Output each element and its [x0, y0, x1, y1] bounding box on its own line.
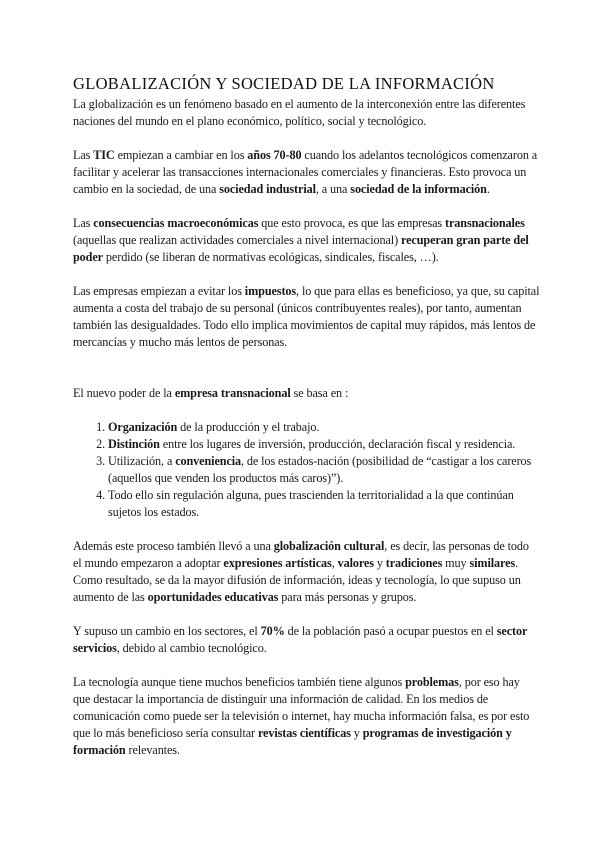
- paragraph-poder: El nuevo poder de la empresa transnacional se basa en :: [73, 386, 349, 400]
- paragraph-tecnologia: La tecnología aunque tiene muchos beneficios también tiene algunos problemas, por eso hay que destacar la importancia de distinguir una información de calidad. En los medios de comunicación como puede ser la televisión o internet, hay mucha información falsa, es por esto que lo más beneficioso sería consultar revistas científicas y programas de investigación y formación relevantes.: [73, 675, 530, 757]
- list-item: 2. Distinción entre los lugares de inversión, producción, declaración fiscal y residencia.: [108, 436, 540, 453]
- paragraph-cultural: Además este proceso también llevó a una globalización cultural, es decir, las personas de todo el mundo empezaron a adoptar expresiones artísticas, valores y tradiciones muy similares. Como resultado, se da la mayor difusión de información, ideas y tecnología, lo que supuso un aumento de las oportunidades educativas para más personas y grupos.: [73, 539, 529, 604]
- document-title: GLOBALIZACIÓN Y SOCIEDAD DE LA INFORMACIÓN: [73, 74, 495, 93]
- paragraph-consecuencias: Las consecuencias macroeconómicas que esto provoca, es que las empresas transnacionales (aquellas que realizan actividades comerciales a nivel internacional) recuperan gran parte del poder perdido (se liberan de normativas ecológicas, sindicales, fiscales, …).: [73, 216, 529, 264]
- list-item: 3. Utilización, a conveniencia, de los estados-nación (posibilidad de “castigar a los careros (aquellos que venden los productos más caros)”).: [108, 453, 540, 487]
- paragraph-sectores: Y supuso un cambio en los sectores, el 70% de la población pasó a ocupar puestos en el sector servicios, debido al cambio tecnológico.: [73, 624, 528, 655]
- list-item: 4. Todo ello sin regulación alguna, pues trascienden la territorialidad a la que continúan sujetos los estados.: [108, 487, 540, 521]
- paragraph-intro: La globalización es un fenómeno basado en el aumento de la interconexión entre las diferentes naciones del mundo en el plano económico, político, social y tecnológico.: [73, 97, 526, 128]
- list-item: 1. Organización de la producción y el trabajo.: [108, 419, 540, 436]
- paragraph-tic: Las TIC empiezan a cambiar en los años 70-80 cuando los adelantos tecnológicos comenzaron a facilitar y acelerar las transacciones internacionales comerciales y financieras. Esto provoca un cambio en la sociedad, de una sociedad industrial, a una sociedad de la información.: [73, 148, 538, 196]
- paragraph-impuestos: Las empresas empiezan a evitar los impuestos, lo que para ellas es beneficioso, ya que, su capital aumenta a costa del trabajo de su personal (únicos contribuyentes reales), por tanto, aumentan también las desigualdades. Todo ello implica movimientos de capital muy rápidos, más lentos de mercancías y mucho más lentos de personas.: [73, 284, 540, 349]
- numbered-list: [73, 419, 540, 521]
